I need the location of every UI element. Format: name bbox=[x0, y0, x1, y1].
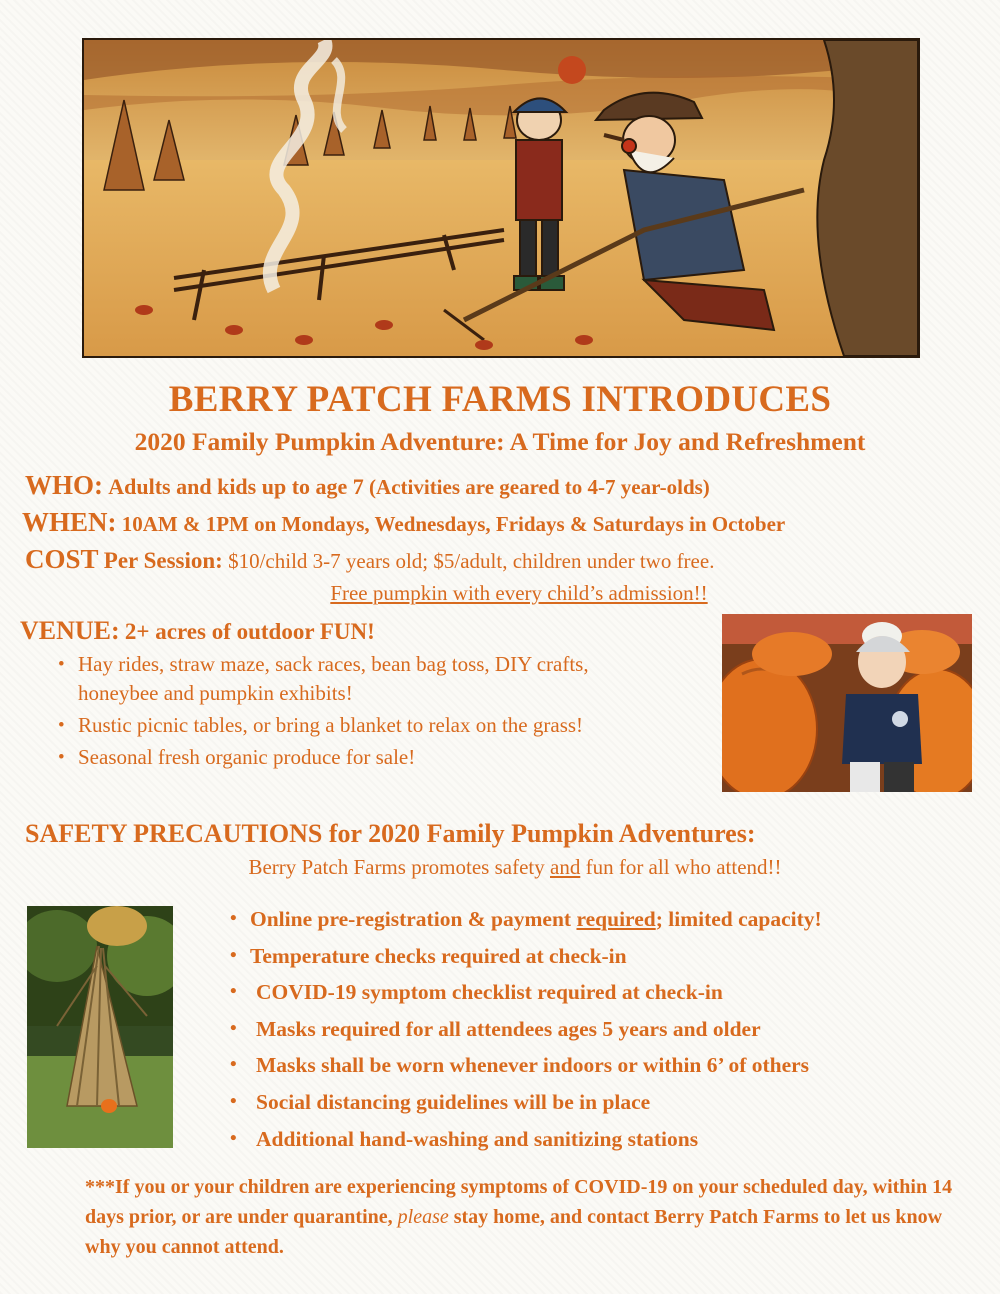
safety-item-5: Masks shall be worn whenever indoors or within 6’ of others bbox=[256, 1053, 810, 1078]
safety-item-2: Temperature checks required at check-in bbox=[250, 943, 627, 968]
covid-note-pre: ***If you or your children are experiencing symptoms of COVID-19 on your scheduled day, within 14 days prior, or are under quarantine, bbox=[85, 1176, 953, 1228]
safety-subtitle-post: fun for all who attend!! bbox=[585, 855, 782, 879]
venue-label: VENUE: bbox=[20, 616, 120, 645]
who-label: WHO: bbox=[25, 470, 103, 500]
venue-line bbox=[20, 616, 375, 646]
safety-title: SAFETY PRECAUTIONS for 2020 Family Pumpkin Adventures: bbox=[25, 819, 756, 848]
safety-item-3: COVID-19 symptom checklist required at check-in bbox=[256, 980, 723, 1005]
list-item bbox=[50, 743, 720, 772]
safety-subtitle-pre: Berry Patch Farms promotes safety bbox=[248, 855, 545, 879]
who-note: (Activities are geared to 4-7 year-olds) bbox=[369, 475, 710, 499]
safety-item-7: Additional hand-washing and sanitizing stations bbox=[256, 1126, 699, 1151]
when-line bbox=[22, 507, 785, 538]
venue-list bbox=[50, 650, 720, 775]
covid-note-please: please bbox=[397, 1206, 449, 1228]
venue-heading: 2+ acres of outdoor FUN! bbox=[124, 619, 375, 644]
who-line bbox=[25, 470, 710, 501]
safety-subtitle bbox=[0, 855, 1000, 880]
banner-illustration bbox=[82, 38, 920, 358]
list-item bbox=[222, 1012, 982, 1049]
safety-list bbox=[222, 902, 982, 1158]
page-title: BERRY PATCH FARMS INTRODUCES bbox=[168, 379, 832, 420]
free-pumpkin-promo: Free pumpkin with every child’s admission!! bbox=[330, 581, 708, 605]
cost-label: COST bbox=[25, 544, 99, 574]
safety-item-4: Masks required for all attendees ages 5 years and older bbox=[256, 1016, 761, 1041]
venue-item-1: Hay rides, straw maze, sack races, bean bag toss, DIY crafts, honeybee and pumpkin exhibits! bbox=[78, 652, 589, 705]
safety-item-6: Social distancing guidelines will be in place bbox=[256, 1089, 651, 1114]
list-item bbox=[222, 1122, 982, 1159]
list-item bbox=[222, 902, 982, 939]
when-text: 10AM & 1PM on Mondays, Wednesdays, Fridays & Saturdays in October bbox=[121, 512, 786, 536]
safety-item-1-post: ; limited capacity! bbox=[655, 907, 822, 931]
cost-line bbox=[25, 544, 714, 575]
safety-item-1-pre: Online pre-registration & payment bbox=[250, 907, 572, 931]
cost-text: $10/child 3-7 years old; $5/adult, children under two free. bbox=[228, 549, 715, 573]
who-text: Adults and kids up to age 7 bbox=[108, 474, 364, 499]
list-item bbox=[222, 1085, 982, 1122]
venue-item-2: Rustic picnic tables, or bring a blanket to relax on the grass! bbox=[78, 713, 584, 737]
page-subtitle: 2020 Family Pumpkin Adventure: A Time for Joy and Refreshment bbox=[134, 427, 866, 456]
list-item bbox=[222, 939, 982, 976]
cornstalk-with-pumpkin-photo bbox=[27, 906, 173, 1148]
list-item bbox=[222, 975, 982, 1012]
list-item bbox=[222, 1048, 982, 1085]
baby-with-pumpkins-photo bbox=[722, 614, 972, 792]
list-item bbox=[50, 650, 720, 708]
safety-subtitle-and: and bbox=[550, 855, 581, 879]
when-label: WHEN: bbox=[22, 507, 117, 537]
safety-item-1-required: required bbox=[576, 907, 656, 931]
cost-sub-label: Per Session: bbox=[103, 548, 223, 573]
covid-note bbox=[85, 1172, 955, 1262]
covid-note-post: stay home, and contact Berry Patch Farms to let us know why you cannot attend. bbox=[85, 1206, 943, 1258]
venue-item-3: Seasonal fresh organic produce for sale! bbox=[78, 745, 416, 769]
list-item bbox=[50, 711, 720, 740]
